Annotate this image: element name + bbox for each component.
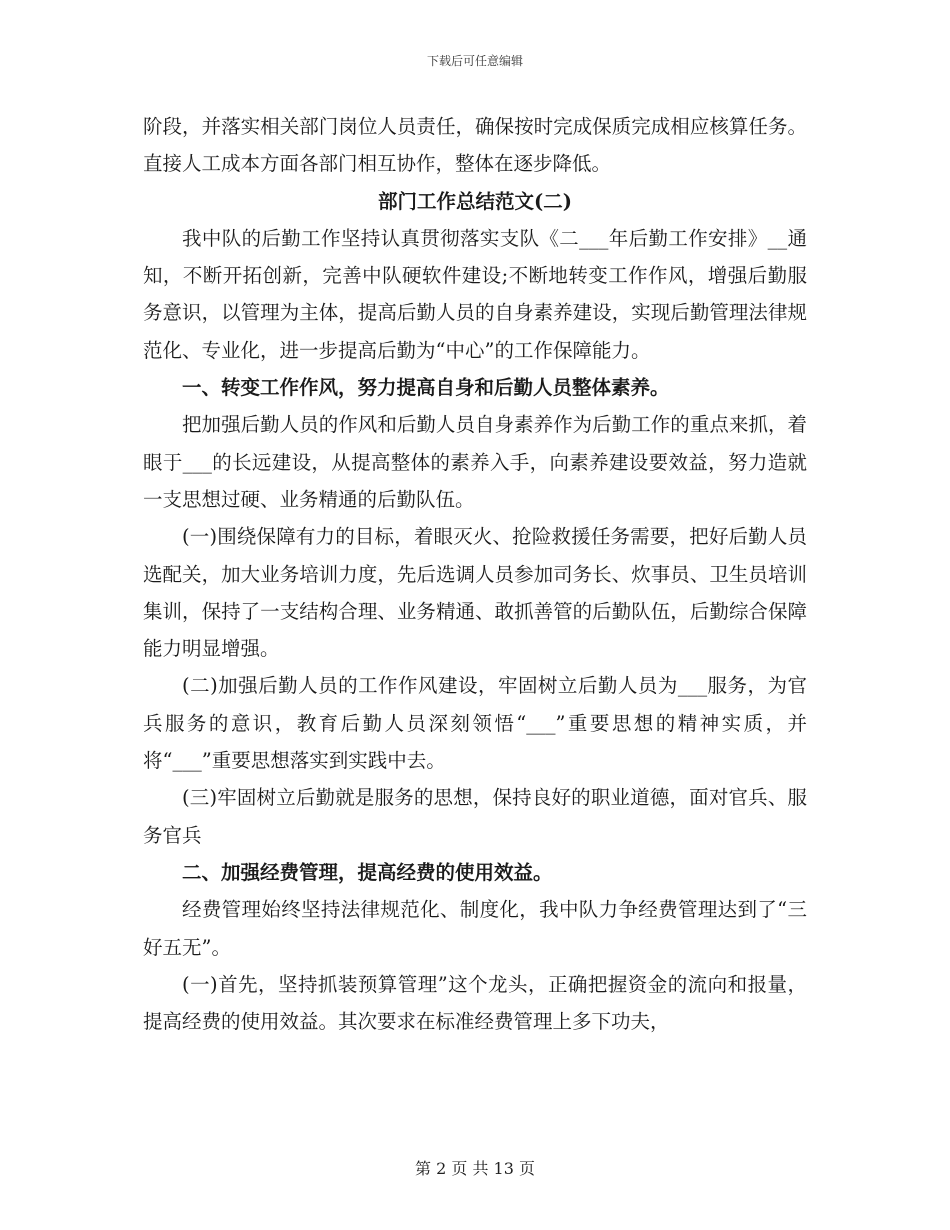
section-1-item-1: (一)围绕保障有力的目标，着眼灭火、抢险救援任务需要，把好后勤人员选配关，加大业务培训力度，先后选调人员参加司务长、炊事员、卫生员培训集训，保持了一支结构合理、业务精通、敢抓善管的后勤队伍，后勤综合保障能力明显增强。: [143, 525, 807, 661]
section-1-item-2: (二)加强后勤人员的工作作风建设，牢固树立后勤人员为___服务，为官兵服务的意识，教育后勤人员深刻领悟“___”重要思想的精神实质，并将“___”重要思想落实到实践中去。: [143, 674, 807, 773]
page-header: 下载后可任意编辑: [426, 54, 523, 68]
section-1-intro: 把加强后勤人员的作风和后勤人员自身素养作为后勤工作的重点来抓，着眼于___的长远建设，从提高整体的素养入手，向素养建设要效益，努力造就一支思想过硬、业务精通的后勤队伍。: [143, 413, 807, 511]
document-title: 部门工作总结范文(二): [378, 189, 572, 213]
section-2-heading: 二、加强经费管理，提高经费的使用效益。: [182, 860, 553, 884]
continuation-paragraph: 阶段，并落实相关部门岗位人员责任，确保按时完成保质完成相应核算任务。直接人工成本方面各部门相互协作，整体在逐步降低。: [143, 115, 807, 176]
intro-paragraph: 我中队的后勤工作坚持认真贯彻落实支队《二___年后勤工作安排》__通知，不断开拓创新，完善中队硬软件建设;不断地转变工作作风，增强后勤服务意识，以管理为主体，提高后勤人员的自身素养建设，实现后勤管理法律规范化、专业化，进一步提高后勤为“中心”的工作保障能力。: [143, 226, 807, 362]
section-2-intro: 经费管理始终坚持法律规范化、制度化，我中队力争经费管理达到了“三好五无”。: [143, 898, 807, 959]
section-1-heading: 一、转变工作作风，努力提高自身和后勤人员整体素养。: [182, 376, 670, 400]
section-2-item-1: (一)首先，坚持抓装预算管理”这个龙头，正确把握资金的流向和报量，提高经费的使用效益。其次要求在标准经费管理上多下功夫，: [143, 972, 807, 1034]
page-number: 第 2 页 共 13 页: [415, 1159, 535, 1178]
section-1-item-3: (三)牢固树立后勤就是服务的思想，保持良好的职业道德，面对官兵、服务官兵: [143, 786, 807, 847]
document-body: [143, 108, 807, 1040]
